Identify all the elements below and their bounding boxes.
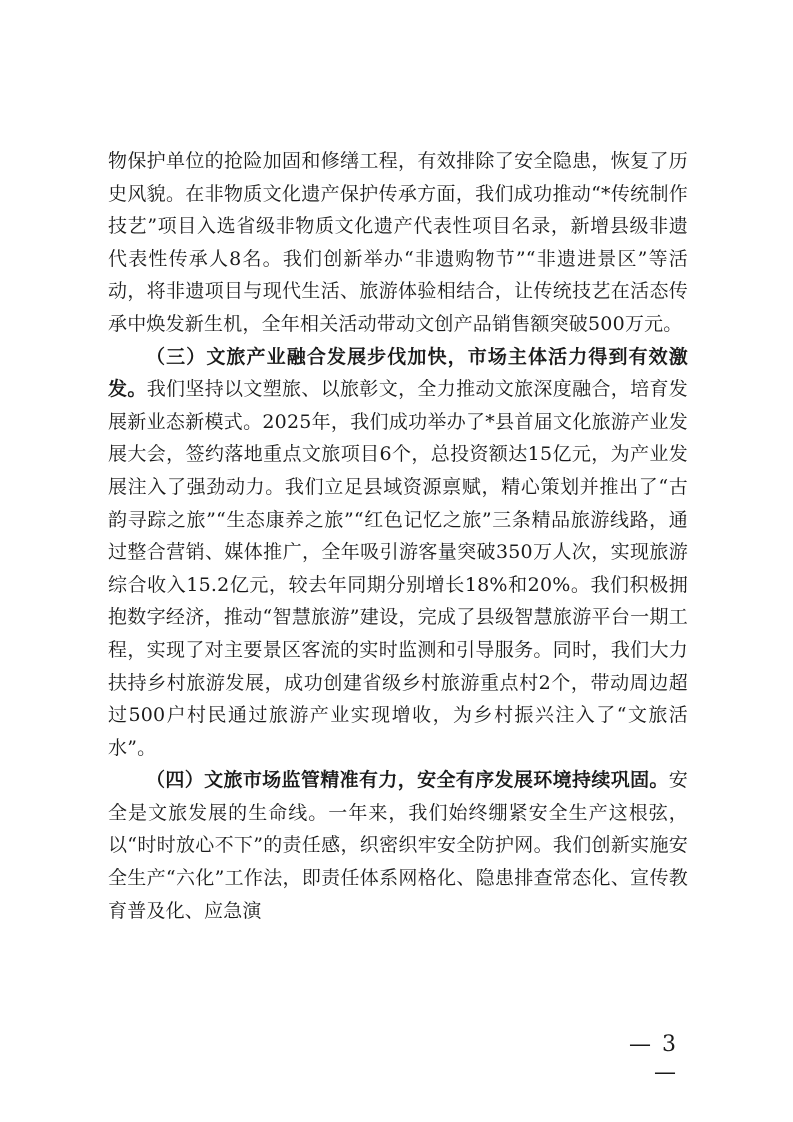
paragraph-section-3 bbox=[108, 341, 688, 765]
section-4-heading: （四）文旅市场监管精准有力，安全有序发展环境持续巩固。 bbox=[146, 769, 669, 792]
document-body bbox=[108, 145, 688, 927]
section-3-body: 我们坚持以文塑旅、以旅彰文，全力推动文旅深度融合，培育发展新业态新模式。2025年，我们成功举办了*县首届文化旅游产业发展大会，签约落地重点文旅项目6个，总投资额达15亿元，为产业发展注入了强劲动力。我们立足县域资源禀赋，精心策划并推出了“古韵寻踪之旅”“生态康养之旅”“红色记忆之旅”三条精品旅游线路，通过整合营销、媒体推广，全年吸引游客量突破350万人次，实现旅游综合收入15.2亿元，较去年同期分别增长18%和20%。我们积极拥抱数字经济，推动“智慧旅游”建设，完成了县级智慧旅游平台一期工程，实现了对主要景区客流的实时监测和引导服务。同时，我们大力扶持乡村旅游发展，成功创建省级乡村旅游重点村2个，带动周边超过500户村民通过旅游产业实现增收，为乡村振兴注入了“文旅活水”。 bbox=[108, 378, 688, 759]
section-3-heading: （三）文旅产业融合发展步伐加快，市场主体活力得到有效激发。 bbox=[108, 345, 688, 401]
paragraph-section-4 bbox=[108, 764, 688, 927]
section-4-body: 安全是文旅发展的生命线。一年来，我们始终绷紧安全生产这根弦，以“时时放心不下”的责任感，织密织牢安全防护网。我们创新实施安全生产“六化”工作法，即责任体系网格化、隐患排查常态化、宣传教育普及化、应急演 bbox=[108, 769, 688, 922]
paragraph-heritage-protection: 物保护单位的抢险加固和修缮工程，有效排除了安全隐患，恢复了历史风貌。在非物质文化遗产保护传承方面，我们成功推动“*传统制作技艺”项目入选省级非物质文化遗产代表性项目名录，新增县级非遗代表性传承人8名。我们创新举办“非遗购物节”“非遗进景区”等活动，将非遗项目与现代生活、旅游体验相结合，让传统技艺在活态传承中焕发新生机，全年相关活动带动文创产品销售额突破500万元。 bbox=[108, 150, 688, 335]
page-number: — 3 — bbox=[629, 1032, 678, 1085]
